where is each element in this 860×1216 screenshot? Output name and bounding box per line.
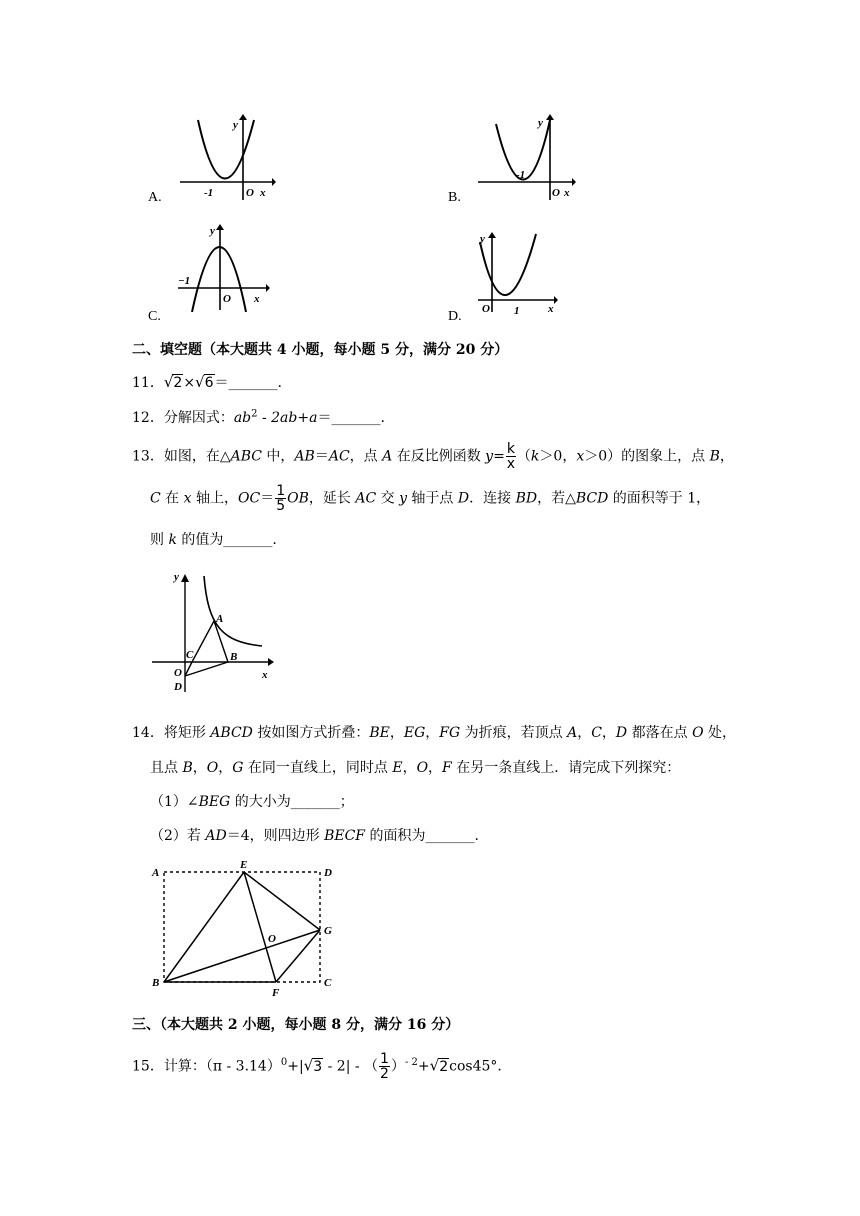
q12-expr-ab: ab: [233, 410, 252, 426]
q13-var: OB: [287, 490, 309, 507]
question-13-line-1: [132, 442, 734, 471]
q13-text: 在反比例函数: [392, 448, 486, 465]
q13-text: 交: [376, 490, 400, 507]
question-15: 15．计算：（π - 3.14）$^0$+|√3 - 2| - （ $\frac{1}{2}$ ）$^{- 2}$+√2cos45°．: [132, 1051, 512, 1082]
q14-text: ，: [425, 725, 440, 741]
q13-text: 轴上，: [191, 490, 238, 507]
q13-text: ＞0，: [539, 448, 577, 465]
q14-var: O: [692, 725, 704, 741]
q13-var: ABC: [230, 448, 262, 465]
q14-text: 为折痕，若顶点: [460, 725, 568, 741]
q15-radicand-2: 2: [439, 1058, 449, 1075]
question-14-part-1: [150, 791, 354, 811]
q11-radicand-1: 2: [173, 375, 183, 391]
option-d-label: D.: [448, 309, 462, 324]
q13-var: BCD: [575, 490, 609, 507]
option-a-graph: [176, 112, 276, 202]
q12-text: 分解因式：: [163, 410, 234, 426]
question-14-part-2: [150, 825, 479, 845]
fig13-point-d: D: [174, 681, 182, 693]
q13-var: OC: [237, 490, 261, 507]
q11-radicand-2: 6: [204, 375, 214, 391]
q14-var: BECF: [324, 828, 365, 844]
q14-var: G: [232, 760, 244, 776]
q13-text: ．连接: [469, 490, 516, 507]
q13-var: y: [399, 490, 407, 507]
q14-text: ，: [389, 725, 404, 741]
q14-text: ＝4，则四边形: [226, 828, 325, 844]
q13-text: 中，: [261, 448, 295, 465]
question-14-line-1: [132, 722, 736, 742]
fig14-point-o: O: [268, 933, 276, 945]
q14-text: 处，: [703, 725, 736, 741]
option-b-label: B.: [448, 190, 461, 205]
q12-blank: ＝_______.: [317, 410, 385, 426]
fig14-point-d: D: [324, 867, 332, 879]
q14-text: ，: [601, 725, 616, 741]
q14-var: O: [206, 760, 219, 776]
question-13-line-2: [150, 484, 710, 513]
q15-text: - 2| - （: [323, 1058, 379, 1075]
q15-text: 计算：（π - 3.14）: [163, 1058, 281, 1075]
q13-text: =: [493, 448, 505, 465]
q13-var: BD: [515, 490, 538, 507]
q13-text: ，延长: [308, 490, 356, 507]
fig13-point-c: C: [186, 649, 194, 661]
figure-13: [150, 566, 280, 694]
tick-neg1-label: −1: [178, 275, 191, 287]
q15-text: +: [417, 1058, 430, 1075]
tick-1-label: 1: [514, 305, 520, 314]
q14-text: ，: [402, 760, 417, 776]
q13-var: B: [709, 448, 720, 465]
fig13-y-label: y: [174, 571, 179, 583]
q13-text: 如图，在△: [163, 448, 231, 465]
axis-y-label: y: [210, 225, 215, 237]
q14-text: 且点: [150, 760, 183, 776]
q14-var: D: [615, 725, 628, 741]
option-d-graph: [474, 228, 564, 314]
q15-number: 15．: [132, 1058, 164, 1075]
q14-var: FG: [439, 725, 461, 741]
option-c-label: C.: [148, 309, 161, 324]
q14-var: BEG: [198, 794, 231, 810]
q15-fraction-half: $\frac{1}{2}$: [380, 1051, 389, 1082]
q13-text: 在: [160, 490, 184, 507]
option-c-graph: [174, 220, 274, 312]
q15-text: +|: [287, 1058, 304, 1075]
q14-text: 在另一条直线上．请完成下列探究：: [451, 760, 681, 776]
q13-text: 轴于点: [406, 490, 458, 507]
q14-text: 按如图方式折叠：: [252, 725, 370, 741]
q14-var: EG: [403, 725, 426, 741]
tick-neg1-label: -1: [204, 187, 214, 199]
q14-var: B: [182, 760, 193, 776]
q11-times: ×: [183, 375, 196, 391]
q13-var: AC: [328, 448, 350, 465]
q13-var: AC: [355, 490, 377, 507]
q14-blank: 的面积为_______.: [365, 828, 479, 844]
q13-var: C: [150, 490, 161, 507]
q15-radicand-3: 3: [313, 1058, 323, 1075]
q12-number: 12．: [132, 410, 164, 426]
question-13-line-3: [150, 529, 277, 549]
q14-var: O: [416, 760, 429, 776]
q13-text: ，点: [349, 448, 383, 465]
fig14-point-f: F: [272, 987, 280, 999]
q13-var: x: [576, 448, 585, 465]
axis-x-label: x: [564, 187, 570, 199]
axis-x-label: x: [548, 303, 554, 314]
q13-text: ＝: [314, 448, 329, 465]
q14-text: ，: [218, 760, 233, 776]
origin-label: O: [246, 187, 254, 199]
q13-fraction-k-over-x: $\frac{k}{x}$: [506, 441, 516, 472]
q15-text: cos45°．: [449, 1058, 512, 1075]
axis-y-label: y: [538, 117, 543, 129]
origin-label: O: [482, 303, 490, 314]
q14-text: ，: [577, 725, 592, 741]
fig14-point-b: B: [152, 977, 160, 989]
q14-text: 将矩形: [163, 725, 211, 741]
q14-blank: 的大小为_______；: [230, 794, 354, 810]
q11-blank: ＝_______.: [214, 375, 282, 391]
q14-text: ，: [428, 760, 443, 776]
q14-number: 14．: [132, 725, 164, 741]
q13-number: 13．: [132, 448, 164, 465]
option-b-graph: [476, 112, 576, 202]
q13-var: x: [183, 490, 192, 507]
q14-text: ，: [192, 760, 207, 776]
axis-x-label: x: [260, 187, 266, 199]
fig13-x-label: x: [262, 669, 268, 681]
q13-var: y: [485, 448, 494, 465]
fig13-point-o: O: [174, 667, 182, 679]
q14-var: ABCD: [210, 725, 253, 741]
q14-text: （1）∠: [150, 794, 199, 810]
q13-var: k: [168, 532, 177, 548]
q13-text: 则: [150, 532, 169, 548]
q13-blank: 的值为_______.: [176, 532, 277, 548]
q14-text: 在同一直线上，同时点: [243, 760, 393, 776]
q11-number: 11．: [132, 375, 164, 391]
axis-x-label: x: [254, 293, 260, 305]
q13-fraction-one-fifth: $\frac{1}{5}$: [276, 483, 286, 514]
fig13-point-b: B: [230, 651, 238, 663]
fig14-point-c: C: [324, 977, 332, 989]
q13-var: AB: [294, 448, 315, 465]
fig14-point-e: E: [240, 859, 248, 871]
q13-text: ＝: [260, 490, 275, 507]
fig14-point-a: A: [152, 867, 160, 879]
q13-text: ，: [719, 448, 734, 465]
q12-expr-rest: - 2ab+a: [257, 410, 318, 426]
q13-text: ＞0）的图象上，点: [584, 448, 710, 465]
question-12: [132, 407, 385, 427]
origin-label: O: [552, 187, 560, 199]
q13-text: （: [516, 448, 531, 465]
q15-text: ）: [390, 1058, 405, 1075]
section-2-header: 二、填空题（本大题共 4 小题，每小题 5 分，满分 20 分）: [132, 342, 509, 358]
figure-14: [148, 858, 348, 1000]
q13-var: A: [382, 448, 393, 465]
q13-text: ，若△: [537, 490, 576, 507]
q12-exponent: 2: [251, 408, 258, 420]
section-3-header: 三、（本大题共 2 小题，每小题 8 分，满分 16 分）: [132, 1017, 460, 1033]
question-14-line-2: [150, 757, 680, 777]
q14-var: E: [392, 760, 403, 776]
q14-var: A: [567, 725, 578, 741]
q13-var: D: [457, 490, 470, 507]
tick-neg1-label: -1: [516, 169, 526, 181]
fig13-point-a: A: [216, 613, 224, 625]
q14-text: 都落在点: [627, 725, 693, 741]
question-11: 11．√2×√6＝_______.: [132, 373, 282, 391]
origin-label: O: [223, 293, 231, 305]
q14-text: （2）若: [150, 828, 206, 844]
q13-text: 的面积等于 1，: [608, 490, 711, 507]
option-a-label: A.: [148, 190, 162, 205]
q15-exponent-neg2: - 2: [404, 1056, 418, 1068]
q14-var: C: [591, 725, 602, 741]
fig14-point-g: G: [324, 925, 332, 937]
q14-var: F: [442, 760, 452, 776]
q14-var: AD: [205, 828, 227, 844]
q14-var: BE: [369, 725, 390, 741]
axis-y-label: y: [233, 119, 238, 131]
q15-exponent-0: 0: [280, 1056, 288, 1068]
q13-var: k: [530, 448, 540, 465]
axis-y-label: y: [480, 233, 485, 245]
